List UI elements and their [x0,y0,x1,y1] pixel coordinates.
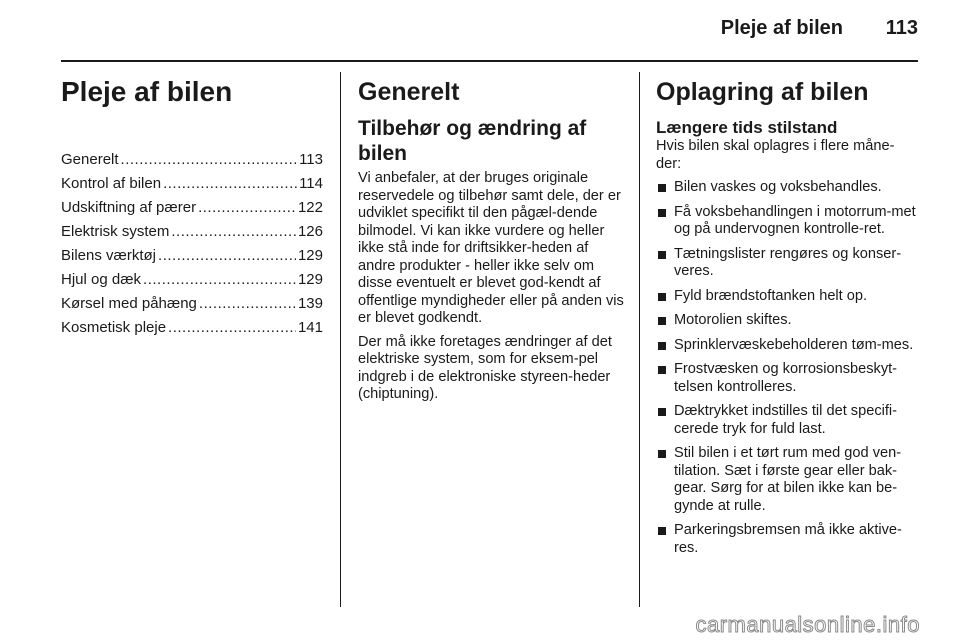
toc-page: 114 [299,175,323,192]
paragraph: Der må ikke foretages ændringer af det elektriske system, som for eksem-pel indgreb i de elektroniske styreen-heder (chiptuning). [358,333,612,402]
list-item-text: Motorolien skiftes. [674,312,792,328]
subsection-title-long-term: Længere tids stilstand [656,118,838,137]
list-item-text: Stil bilen i et tørt rum med god ven-tilation. Sæt i første gear eller bak-gear. Sørg for at bilen ikke kan be-gynde at rulle. [674,445,902,514]
general-column [358,72,624,410]
watermark: carmanualsonline.info [695,612,920,637]
toc-label: Hjul og dæk [61,271,142,288]
chapter-column [61,72,323,340]
list-item-text: Dæktrykket indstilles til det specifi-cerede tryk for fuld last. [674,403,898,437]
page-number: 113 [885,17,918,39]
chapter-title: Pleje af bilen [61,76,233,107]
toc-label: Generelt [61,151,119,168]
square-bullet-icon [658,293,666,301]
square-bullet-icon [658,209,666,217]
toc-label: Bilens værktøj [61,247,157,264]
toc-label: Udskiftning af pærer [61,199,197,216]
toc-label: Kørsel med påhæng [61,295,197,312]
list-item-text: Tætningslister rengøres og konser-veres. [674,245,902,279]
list-item-text: Frostvæsken og korrosionsbeskyt-telsen kontrolleres. [674,361,898,395]
square-bullet-icon [658,450,666,458]
toc-page: 129 [297,271,323,288]
toc-page: 113 [299,151,323,168]
paragraph: Vi anbefaler, at der bruges originale reservedele og tilbehør samt dele, der er udviklet specifikt til den pågæl-dende bilmodel. Vi kan ikke vurdere og heller ikke stå inde for driftsikker-heden af andre produkter - heller ikke selv om disse eventuelt er blevet god-kendt af offentlige myndigheder eller på anden vis er blevet godkendt. [358,170,624,326]
table-of-contents [61,148,323,340]
toc-dot-leader [163,172,297,196]
list-item [656,522,918,557]
toc-entry[interactable] [61,268,323,292]
list-item-text: Bilen vaskes og voksbehandles. [674,179,882,195]
section-title-storage: Oplagring af bilen [656,78,869,106]
square-bullet-icon [658,251,666,259]
square-bullet-icon [658,342,666,350]
toc-entry[interactable] [61,196,323,220]
list-item [656,246,918,281]
list-item [656,204,918,239]
storage-column [656,72,918,564]
toc-dot-leader [143,268,296,292]
toc-dot-leader [158,244,296,268]
list-item [656,288,918,306]
toc-dot-leader [121,148,298,172]
toc-dot-leader [171,220,296,244]
page-header [61,0,918,62]
square-bullet-icon [658,527,666,535]
list-item-text: Få voksbehandlingen i motorrum-met og på undervognen kontrolle-ret. [674,203,916,237]
list-item-text: Sprinklervæskebeholderen tøm-mes. [674,336,914,353]
list-item-text: Parkeringsbremsen må ikke aktive-res. [674,522,902,556]
toc-entry[interactable] [61,220,323,244]
running-header-title: Pleje af bilen [720,17,843,39]
column-divider [340,72,341,607]
toc-page: 122 [297,199,323,216]
list-item [656,445,918,515]
toc-page: 139 [297,295,323,312]
subsection-title-accessories: Tilbehør og ændring af bilen [358,117,587,165]
list-item [656,179,918,197]
square-bullet-icon [658,408,666,416]
toc-dot-leader [168,316,296,340]
toc-label: Kosmetisk pleje [61,319,167,336]
toc-entry[interactable] [61,172,323,196]
toc-entry[interactable] [61,244,323,268]
section-title-general: Generelt [358,78,460,106]
list-item [656,312,918,330]
toc-dot-leader [198,196,296,220]
toc-page: 129 [297,247,323,264]
toc-page: 141 [297,319,323,336]
square-bullet-icon [658,317,666,325]
list-item [656,361,918,396]
column-divider [639,72,640,607]
toc-entry[interactable] [61,148,323,172]
list-item [656,403,918,438]
storage-checklist [656,179,918,557]
toc-entry[interactable] [61,316,323,340]
list-item-text: Fyld brændstoftanken helt op. [674,287,868,304]
intro-paragraph: Hvis bilen skal oplagres i flere måne-der: [656,138,895,172]
list-item [656,337,918,355]
toc-page: 126 [297,223,323,240]
toc-entry[interactable] [61,292,323,316]
square-bullet-icon [658,184,666,192]
toc-label: Elektrisk system [61,223,170,240]
toc-label: Kontrol af bilen [61,175,162,192]
square-bullet-icon [658,366,666,374]
toc-dot-leader [199,292,296,316]
